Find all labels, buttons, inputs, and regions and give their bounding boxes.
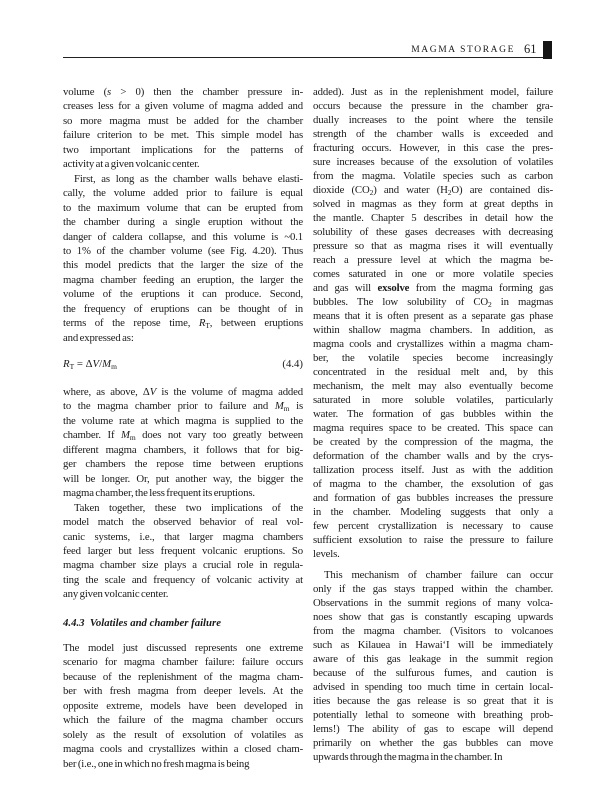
text-run: feed larger but less frequent volcanic eruptions. So: [63, 544, 303, 557]
text-line: [63, 244, 303, 258]
text-line: [63, 428, 303, 442]
left-column-text-c: [63, 641, 303, 771]
text-run: dioxide (CO: [313, 184, 370, 196]
text-run: and gas will: [313, 282, 378, 294]
text-line: [63, 85, 303, 99]
text-run: terms of the repose time,: [63, 317, 199, 330]
text-line: [313, 379, 553, 393]
text-run: is: [289, 400, 303, 413]
text-line: [313, 533, 553, 547]
text-run: ber with fresh magma from deeper levels. At the: [63, 685, 303, 698]
text-line: [313, 225, 553, 239]
text-run: occurs because the pressure in the chamber gra-: [313, 100, 553, 112]
text-run: sure increases because of the exsolution of volatiles: [313, 156, 553, 168]
text-run: strength of the chamber walls is exceeded and: [313, 128, 553, 140]
text-run: added). Just as in the replenishment model, failure: [313, 86, 553, 98]
text-line: [313, 477, 553, 491]
text-run: magma chamber, the less frequent its eruptions.: [63, 487, 255, 500]
text-line: [313, 99, 553, 113]
text-line: [313, 267, 553, 281]
text-run: ger chambers the repose time between eruptions: [63, 458, 303, 471]
text-run: be created by the compression of the magma, the: [313, 436, 553, 448]
text-line: [313, 722, 553, 736]
bold-term: exsolve: [377, 282, 410, 294]
text-run: because of the replenishment of the magma cham-: [63, 670, 303, 683]
italic-symbol: V: [149, 386, 157, 398]
text-line: [313, 652, 553, 666]
text-line: [63, 641, 303, 655]
text-run: Taken together, these two implications of the: [74, 501, 303, 514]
text-run: magma chamber size plays a crucial role in regula-: [63, 559, 303, 572]
text-run: to the magma chamber prior to failure and: [63, 400, 275, 413]
text-run: canic systems, i.e., that larger magma chambers: [63, 530, 303, 543]
text-line: [313, 113, 553, 127]
text-run: This mechanism of chamber failure can occur: [324, 569, 553, 581]
text-run: , between eruptions: [209, 317, 303, 330]
text-run: chamber. If: [63, 429, 122, 442]
text-line: [313, 624, 553, 638]
text-run: means that it is often present as a separate gas phase: [313, 310, 553, 322]
text-line: [63, 273, 303, 287]
text-line: [313, 211, 553, 225]
text-run: primarily on whether the gas bubbles can move: [313, 737, 553, 749]
text-run: where, as above, Δ: [63, 386, 150, 398]
text-line: [63, 713, 303, 727]
subscript: m: [129, 433, 136, 443]
text-run: fracturing occurs. However, in this case the pres-: [313, 142, 553, 154]
text-run: Observations in the summit regions of many volca-: [313, 597, 553, 609]
text-run: in magmas: [491, 296, 553, 308]
text-line: [313, 596, 553, 610]
text-run: of magma to the chamber, the exsolution of gas: [313, 478, 553, 490]
text-line: [313, 393, 553, 407]
text-line: [313, 694, 553, 708]
text-line: [63, 215, 303, 229]
text-run: the mantle. Chapter 5 describes in detail how the: [313, 212, 553, 224]
text-run: two important implications for the patterns of: [63, 143, 303, 156]
text-line: [313, 449, 553, 463]
text-line: [63, 316, 303, 330]
text-line: [63, 515, 303, 529]
text-line: [313, 505, 553, 519]
text-line: [313, 463, 553, 477]
eq-sub-m: m: [111, 362, 117, 371]
text-run: concentrated in the residual melt and, by this: [313, 366, 553, 378]
eq-var-r: R: [63, 358, 70, 370]
equation-number: (4.4): [282, 358, 303, 370]
text-run: the frequency of eruptions can be thought of in: [63, 302, 303, 315]
text-line: [313, 281, 553, 295]
text-run: failure criterion to be met. This simple model has: [63, 129, 303, 142]
text-line: [313, 666, 553, 680]
text-line: [313, 680, 553, 694]
text-line: [63, 287, 303, 301]
text-line: [313, 421, 553, 435]
text-line: [63, 757, 303, 771]
section-heading: [63, 617, 221, 629]
text-run: solely as the result of exsolution of volatiles as: [63, 728, 303, 741]
section-title: Volatiles and chamber failure: [89, 617, 221, 629]
eq-sub-t: T: [69, 362, 75, 371]
text-run: potentially lethal to someone with breathing prob-: [313, 709, 553, 721]
text-run: so more magma must be added for the chamber: [63, 114, 303, 127]
eq-slash: /: [99, 358, 103, 370]
text-line: [63, 230, 303, 244]
text-run: magma cools and crystallizes within a closed cham-: [63, 743, 303, 756]
text-run: volume (: [63, 86, 108, 98]
text-line: [63, 486, 303, 500]
text-line: [313, 323, 553, 337]
text-run: tallization process itself. Just as with the addition: [313, 464, 553, 476]
text-line: [63, 99, 303, 113]
text-run: this model predicts that the larger the size of the: [63, 259, 303, 272]
italic-symbol: R: [198, 317, 206, 330]
text-run: solubility of these gases decreases with decreasing: [313, 226, 553, 238]
subscript: 2: [369, 188, 374, 197]
text-run: aware of this gas leakage in the summit region: [313, 653, 553, 665]
eq-var-m: M: [102, 358, 112, 370]
text-run: the chamber during a single eruption without the: [63, 216, 303, 229]
text-run: levels.: [313, 548, 340, 560]
text-run: deformation of the chamber walls and by the crys-: [313, 450, 553, 462]
text-run: any given volcanic center.: [63, 588, 169, 601]
section-number: 4.4.3: [63, 617, 85, 629]
text-line: [313, 750, 553, 764]
text-run: opposite extreme, models have been developed in: [63, 699, 303, 712]
text-line: [63, 157, 303, 171]
text-run: upwards through the magma in the chamber. In: [313, 751, 503, 763]
text-line: [313, 309, 553, 323]
text-line: [63, 443, 303, 457]
text-run: ) and water (H: [373, 184, 448, 196]
text-run: ities because the gas release is so great that it is: [313, 695, 553, 707]
text-line: [63, 501, 303, 515]
italic-symbol: s: [107, 86, 112, 98]
text-line: [313, 708, 553, 722]
text-run: because of the sulfurous fumes, and caution is: [313, 667, 553, 679]
text-line: [63, 414, 303, 428]
page-tab-marker: [543, 41, 552, 59]
text-line: [63, 385, 303, 399]
running-title: MAGMA STORAGE: [411, 45, 515, 55]
text-run: such as Kilauea in Hawai‘I will be immediately: [313, 639, 553, 651]
equation-expression: [63, 358, 117, 370]
text-line: [313, 239, 553, 253]
text-run: the volume rate at which magma is supplied to the: [63, 414, 303, 427]
text-run: scenario for magma chamber failure: failure occurs: [63, 656, 303, 669]
text-run: solved in magmas as they form at great depths in: [313, 198, 553, 210]
text-run: creases less for a given volume of magma added and: [63, 100, 303, 113]
text-line: [313, 407, 553, 421]
text-run: magma cools and crystallizes within a magma cham-: [313, 338, 553, 350]
text-line: [313, 365, 553, 379]
text-run: The model just discussed represents one extreme: [63, 642, 303, 654]
text-run: within shallow magma chambers. In addition, as: [313, 324, 553, 336]
text-line: [313, 610, 553, 624]
text-run: comes saturated in one or more volatile species: [313, 268, 553, 280]
text-line: [63, 699, 303, 713]
text-run: model match the observed behavior of real vol-: [63, 516, 303, 529]
text-line: [63, 544, 303, 558]
text-line: [63, 670, 303, 684]
text-line: [63, 742, 303, 756]
text-line: [313, 183, 553, 197]
text-run: mechanism, the melt may also eventually become: [313, 380, 553, 392]
eq-var-v: V: [92, 358, 100, 370]
text-line: [63, 472, 303, 486]
text-run: activity at a given volcanic center.: [63, 158, 200, 171]
text-run: ting the scale and frequency of volcanic activity at: [63, 573, 303, 586]
text-line: [63, 172, 303, 186]
text-run: advised in spending too much time in certain local-: [313, 681, 553, 693]
text-line: [313, 435, 553, 449]
subscript: 2: [488, 300, 492, 309]
italic-symbol: M: [274, 400, 284, 413]
text-line: [313, 253, 553, 267]
right-column-text-b: [313, 568, 553, 764]
eq-equals-delta: = Δ: [74, 358, 93, 370]
text-line: [63, 684, 303, 698]
text-run: few percent crystallization is necessary to cause: [313, 520, 553, 532]
text-run: lems!) The ability of gas to escape will depend: [313, 723, 553, 735]
text-line: [313, 169, 553, 183]
text-line: [63, 573, 303, 587]
text-run: from the magma chamber. (Visitors to volcanoes: [313, 625, 553, 637]
text-run: sufficient exsolution to raise the pressure to failure: [313, 534, 553, 546]
text-run: bubbles. The low solubility of CO: [313, 296, 489, 308]
text-line: [313, 638, 553, 652]
text-run: ber (i.e., one in which no fresh magma is being: [63, 757, 250, 770]
text-run: dually increases to the point where the tensile: [313, 114, 553, 126]
left-column-text-a: [63, 85, 303, 345]
text-run: noes show that gas is constantly escaping upwards: [313, 611, 553, 623]
right-column-text-a: [313, 85, 553, 561]
text-line: [313, 155, 553, 169]
text-line: [63, 399, 303, 413]
text-line: [313, 337, 553, 351]
text-run: cally, the volume added prior to failure is equal: [63, 187, 303, 200]
text-run: from the magma forming gas: [409, 282, 553, 294]
text-run: First, as long as the chamber walls behave elasti-: [74, 172, 303, 185]
text-line: [63, 143, 303, 157]
text-line: [63, 655, 303, 669]
text-run: will be longer. Or, put another way, the bigger the: [63, 472, 303, 485]
text-line: [63, 331, 303, 345]
text-line: [63, 530, 303, 544]
text-run: > 0) then the chamber pressure in-: [111, 86, 304, 98]
subscript: m: [283, 404, 290, 414]
text-run: in the chamber. Modeling suggests that only a: [313, 506, 553, 518]
text-line: [313, 519, 553, 533]
text-run: water. The formation of gas bubbles within the: [313, 408, 553, 420]
text-line: [63, 302, 303, 316]
text-run: and formation of gas bubbles increases the pressure: [313, 492, 553, 504]
subscript: 2: [447, 188, 452, 197]
text-line: [63, 457, 303, 471]
text-run: danger of caldera collapse, and this volume is ~0.1: [63, 230, 303, 243]
text-line: [63, 201, 303, 215]
text-run: only if the gas stays trapped within the chamber.: [313, 583, 553, 595]
text-run: and expressed as:: [63, 331, 134, 344]
text-run: different magma chambers, it follows that for big-: [63, 443, 303, 456]
text-line: [313, 85, 553, 99]
page-number: 61: [524, 42, 537, 56]
text-run: from the magma. Volatile species such as carbon: [313, 170, 553, 182]
italic-symbol: M: [121, 429, 130, 442]
text-run: does not vary too greatly between: [135, 429, 303, 442]
text-line: [313, 582, 553, 596]
text-line: [313, 141, 553, 155]
text-run: pressure so that as magma rises it will eventually: [313, 240, 553, 252]
text-run: which the failure of the magma chamber occurs: [63, 714, 303, 727]
text-line: [313, 736, 553, 750]
text-run: reach a pressure level at which the magma be-: [313, 254, 553, 266]
text-run: to the maximum volume that can be erupted from: [63, 201, 303, 214]
header-rule: [63, 57, 543, 58]
text-run: ber, the volatile species become increasingly: [313, 352, 553, 364]
text-line: [313, 295, 553, 309]
equation-4-4: [63, 358, 303, 374]
subscript: T: [205, 321, 210, 331]
text-line: [63, 258, 303, 272]
text-line: [313, 547, 553, 561]
text-line: [63, 558, 303, 572]
text-run: O) are contained dis-: [451, 184, 554, 196]
text-line: [63, 128, 303, 142]
text-line: [63, 587, 303, 601]
text-run: magma requires space to be created. This space can: [313, 422, 553, 434]
text-line: [63, 114, 303, 128]
text-line: [313, 197, 553, 211]
text-run: is the volume of magma added: [156, 386, 303, 398]
text-run: magma chamber feeding an eruption, the larger the: [63, 273, 303, 286]
text-run: to 1% of the chamber volume (see Fig. 4.20). Thus: [63, 244, 303, 257]
text-run: volume of the eruptions it can produce. Second,: [63, 288, 303, 301]
text-line: [63, 186, 303, 200]
text-run: saturated in more soluble volatiles, particularly: [313, 394, 553, 406]
text-line: [313, 351, 553, 365]
text-line: [63, 728, 303, 742]
text-line: [313, 568, 553, 582]
text-line: [313, 127, 553, 141]
left-column-text-b: [63, 385, 303, 602]
text-line: [313, 491, 553, 505]
